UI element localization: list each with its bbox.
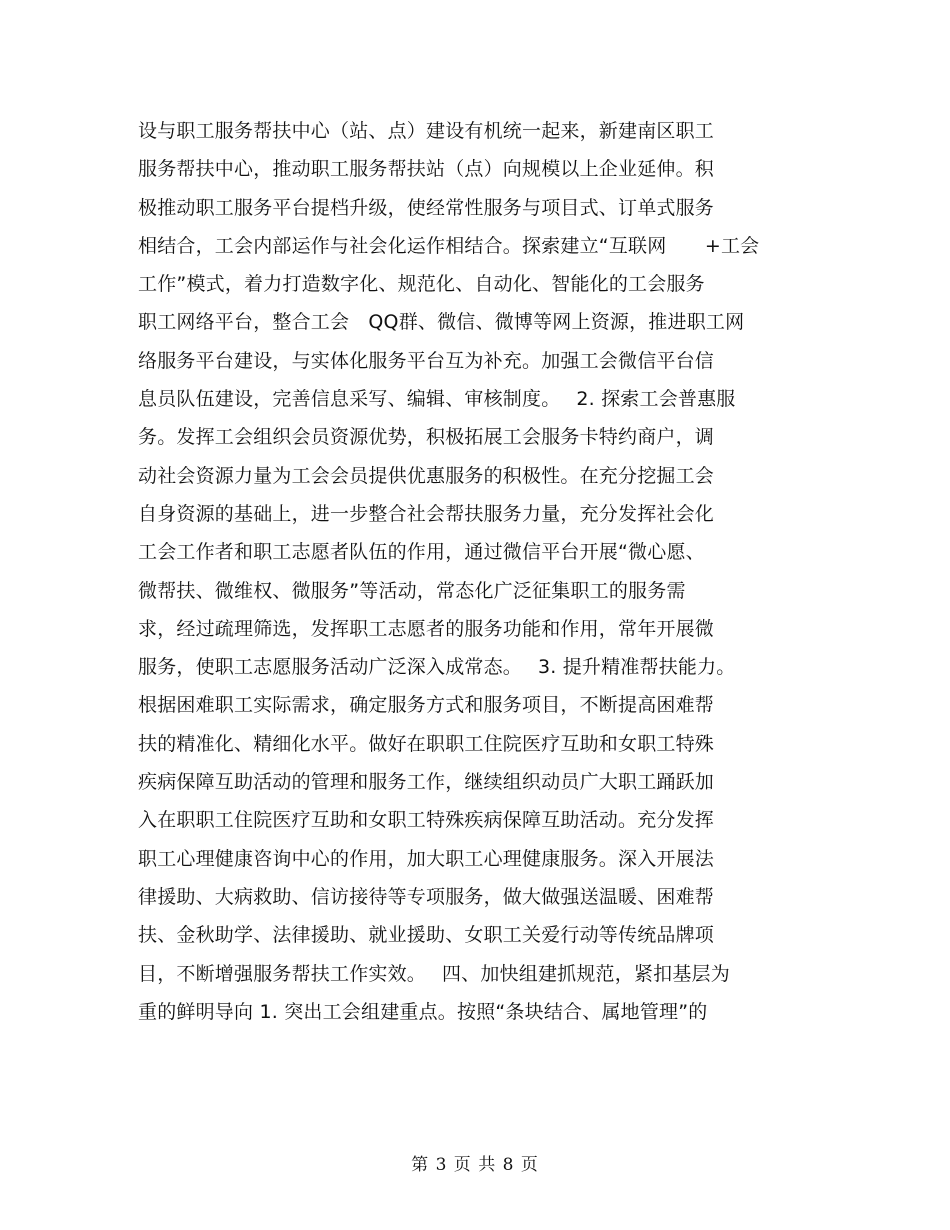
text-line: 求，经过疏理筛选，发挥职工志愿者的服务功能和作用，常年开展微 bbox=[138, 617, 715, 640]
text-line: 职工心理健康咨询中心的作用，加大职工心理健康服务。深入开展法 bbox=[138, 847, 715, 870]
text-line: 律援助、大病救助、信访接待等专项服务，做大做强送温暖、困难帮 bbox=[138, 885, 715, 908]
text-line: 动社会资源力量为工会会员提供优惠服务的积极性。在充分挖掘工会 bbox=[138, 464, 715, 487]
text-line: 入在职职工住院医疗互助和女职工特殊疾病保障互助活动。充分发挥 bbox=[138, 809, 715, 832]
text-line: 络服务平台建设，与实体化服务平台互为补充。加强工会微信平台信 bbox=[138, 349, 715, 372]
text-line: 相结合，工会内部运作与社会化运作相结合。探索建立“互联网 +工会 bbox=[138, 234, 760, 257]
text-line: 扶的精准化、精细化水平。做好在职职工住院医疗互助和女职工特殊 bbox=[138, 732, 715, 755]
text-line: 极推动职工服务平台提档升级，使经常性服务与项目式、订单式服务 bbox=[138, 196, 715, 219]
text-line: 重的鲜明导向 1. 突出工会组建重点。按照“条块结合、属地管理”的 bbox=[138, 1000, 708, 1023]
text-line: 自身资源的基础上，进一步整合社会帮扶服务力量，充分发挥社会化 bbox=[138, 502, 715, 525]
text-line: 职工网络平台，整合工会 QQ群、微信、微博等网上资源，推进职工网 bbox=[138, 311, 745, 334]
text-line: 工会工作者和职工志愿者队伍的作用，通过微信平台开展“微心愿、 bbox=[138, 541, 705, 564]
text-line: 目，不断增强服务帮扶工作实效。 四、加快组建抓规范，紧扣基层为 bbox=[138, 962, 730, 985]
page-number-footer: 第 3 页 共 8 页 bbox=[411, 1155, 539, 1175]
text-line: 设与职工服务帮扶中心（站、点）建设有机统一起来，新建南区职工 bbox=[138, 120, 715, 142]
body-text bbox=[138, 112, 838, 1031]
text-line: 工作”模式，着力打造数字化、规范化、自动化、智能化的工会服务 bbox=[138, 273, 705, 296]
text-line: 服务，使职工志愿服务活动广泛深入成常态。 3. 提升精准帮扶能力。 bbox=[138, 656, 736, 679]
text-line: 疾病保障互助活动的管理和服务工作，继续组织动员广大职工踊跃加 bbox=[138, 771, 715, 794]
text-line: 务。发挥工会组织会员资源优势，积极拓展工会服务卡特约商户，调 bbox=[138, 426, 715, 449]
text-line: 服务帮扶中心，推动职工服务帮扶站（点）向规模以上企业延伸。积 bbox=[138, 158, 715, 181]
text-line: 息员队伍建设，完善信息采写、编辑、审核制度。 2. 探索工会普惠服 bbox=[138, 388, 736, 411]
text-line: 微帮扶、微维权、微服务”等活动，常态化广泛征集职工的服务需 bbox=[138, 579, 686, 602]
text-line: 根据困难职工实际需求，确定服务方式和服务项目，不断提高困难帮 bbox=[138, 694, 715, 717]
text-line: 扶、金秋助学、法律援助、就业援助、女职工关爱行动等传统品牌项 bbox=[138, 924, 715, 947]
